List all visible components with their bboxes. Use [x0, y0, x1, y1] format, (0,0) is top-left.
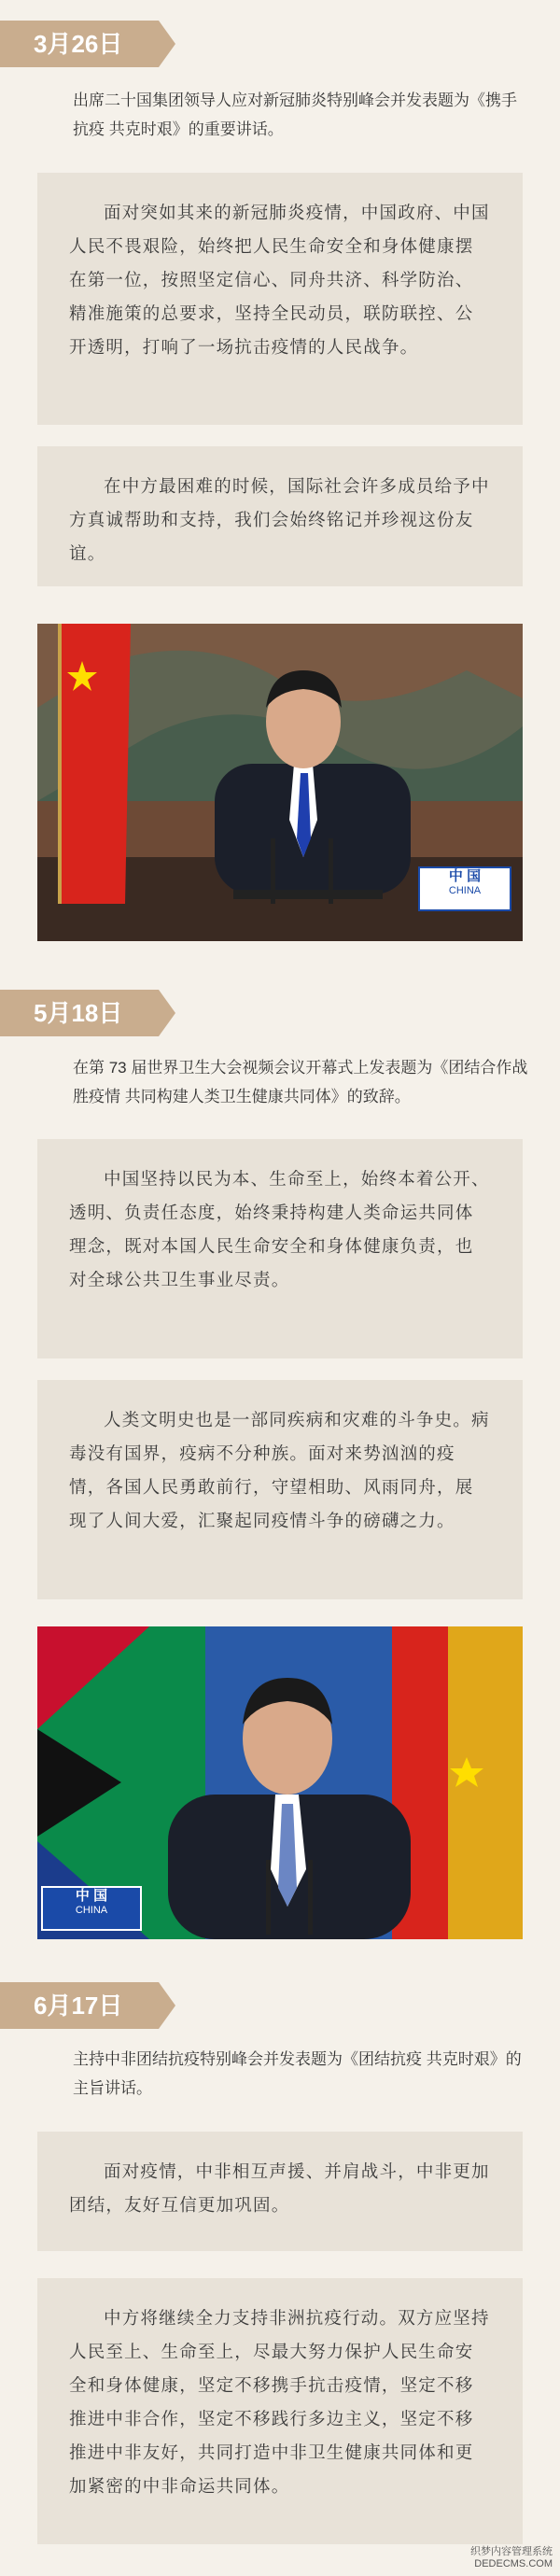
quote-block: 面对突如其来的新冠肺炎疫情，中国政府、中国人民不畏艰险，始终把人民生命安全和身体健康摆在第一位，按照坚定信心、同舟共济、科学防治、精准施策的总要求，坚持全民动员，联防联控、公开透明，打响了一场抗击疫情的人民战争。: [37, 173, 523, 425]
quote-block: 在中方最困难的时候，国际社会许多成员给予中方真诚帮助和支持，我们会始终铭记并珍视这份友谊。: [37, 446, 523, 586]
site-watermark: [470, 2546, 553, 2570]
quote-block: 人类文明史也是一部同疾病和灾难的斗争史。病毒没有国界，疫病不分种族。面对来势汹汹的疫情，各国人民勇敢前行，守望相助、风雨同舟，展现了人间大爱，汇聚起同疫情斗争的磅礴之力。: [37, 1380, 523, 1599]
section-intro: 在第 73 届世界卫生大会视频会议开幕式上发表题为《团结合作战胜疫情 共同构建人类卫生健康共同体》的致辞。: [73, 1059, 528, 1105]
date-tab-may18: 5月18日: [0, 990, 159, 1036]
watermark-line2: DEDECMS.COM: [474, 2558, 553, 2569]
nameplate-chinese: 中 国: [448, 868, 482, 884]
quote-block: 中方将继续全力支持非洲抗疫行动。双方应坚持人民至上、生命至上，尽最大努力保护人民生命安全和身体健康，坚定不移携手抗击疫情，坚定不移推进中非合作，坚定不移践行多边主义，坚定不移推进中非友好，共同打造中非卫生健康共同体和更加紧密的中非命运共同体。: [37, 2278, 523, 2544]
date-tab-mar26: 3月26日: [0, 21, 159, 67]
watermark-line1: 织梦内容管理系统: [470, 2546, 553, 2557]
nameplate-chinese: 中 国: [75, 1888, 108, 1904]
nameplate-english: CHINA: [448, 885, 482, 896]
quote-block: 面对疫情，中非相互声援、并肩战斗，中非更加团结，友好互信更加巩固。: [37, 2132, 523, 2251]
quote-block: 中国坚持以民为本、生命至上，始终本着公开、透明、负责任态度，始终秉持构建人类命运共同体理念，既对本国人民生命安全和身体健康负责，也对全球公共卫生事业尽责。: [37, 1139, 523, 1358]
country-nameplate: [418, 866, 511, 911]
country-nameplate: [41, 1886, 142, 1931]
date-tab-jun17: 6月17日: [0, 1982, 159, 2029]
section-intro: 出席二十国集团领导人应对新冠肺炎特别峰会并发表题为《携手抗疫 共克时艰》的重要讲话。: [73, 91, 517, 138]
speech-photo-g20: [37, 624, 523, 941]
speech-photo-wha: [37, 1626, 523, 1939]
section-intro: 主持中非团结抗疫特别峰会并发表题为《团结抗疫 共克时艰》的主旨讲话。: [73, 2050, 522, 2097]
nameplate-english: CHINA: [75, 1905, 108, 1916]
